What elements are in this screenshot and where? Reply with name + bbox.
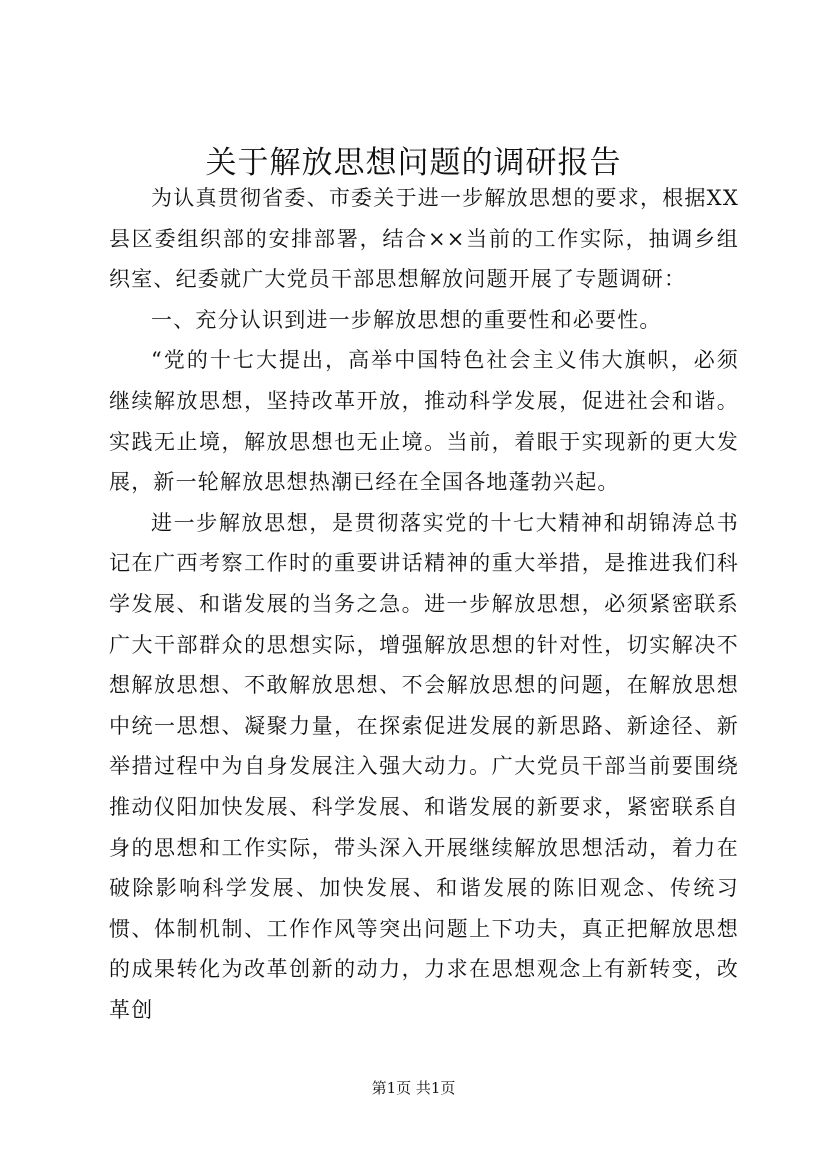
paragraph-main: 进一步解放思想，是贯彻落实党的十七大精神和胡锦涛总书记在广西考察工作时的重要讲话精神的重大举措，是推进我们科学发展、和谐发展的当务之急。进一步解放思想，必须紧密联系广大干部群众的思想实际，增强解放思想的针对性，切实解决不想解放思想、不敢解放思想、不会解放思想的问题，在解放思想中统一思想、凝聚力量，在探索促进发展的新思路、新途径、新举措过程中为自身发展注入强大动力。广大党员干部当前要围绕推动仪阳加快发展、科学发展、和谐发展的新要求，紧密联系自身的思想和工作实际，带头深入开展继续解放思想活动，着力在破除影响科学发展、加快发展、和谐发展的陈旧观念、传统习惯、体制机制、工作作风等突出问题上下功夫，真正把解放思想的成果转化为改革创新的动力，力求在思想观念上有新转变，改革创 — [109, 510, 739, 1022]
section-heading-1: 一、充分认识到进一步解放思想的重要性和必要性。 — [151, 307, 662, 332]
paragraph-intro: 为认真贯彻省委、市委关于进一步解放思想的要求，根据XX县区委组织部的安排部署，结合××当前的工作实际，抽调乡组织室、纪委就广大党员干部思想解放问题开展了专题调研： — [109, 186, 739, 292]
page-footer: 第1页 共1页 — [371, 1079, 456, 1097]
paragraph-quote: “党的十七大提出，高举中国特色社会主义伟大旗帜，必须继续解放思想，坚持改革开放，推动科学发展，促进社会和谐。实践无止境，解放思想也无止境。当前，着眼于实现新的更大发展，新一轮解放思想热潮已经在全国各地蓬勃兴起。 — [109, 348, 739, 495]
document-title: 关于解放思想问题的调研报告 — [205, 145, 622, 181]
document-body — [109, 178, 739, 1030]
